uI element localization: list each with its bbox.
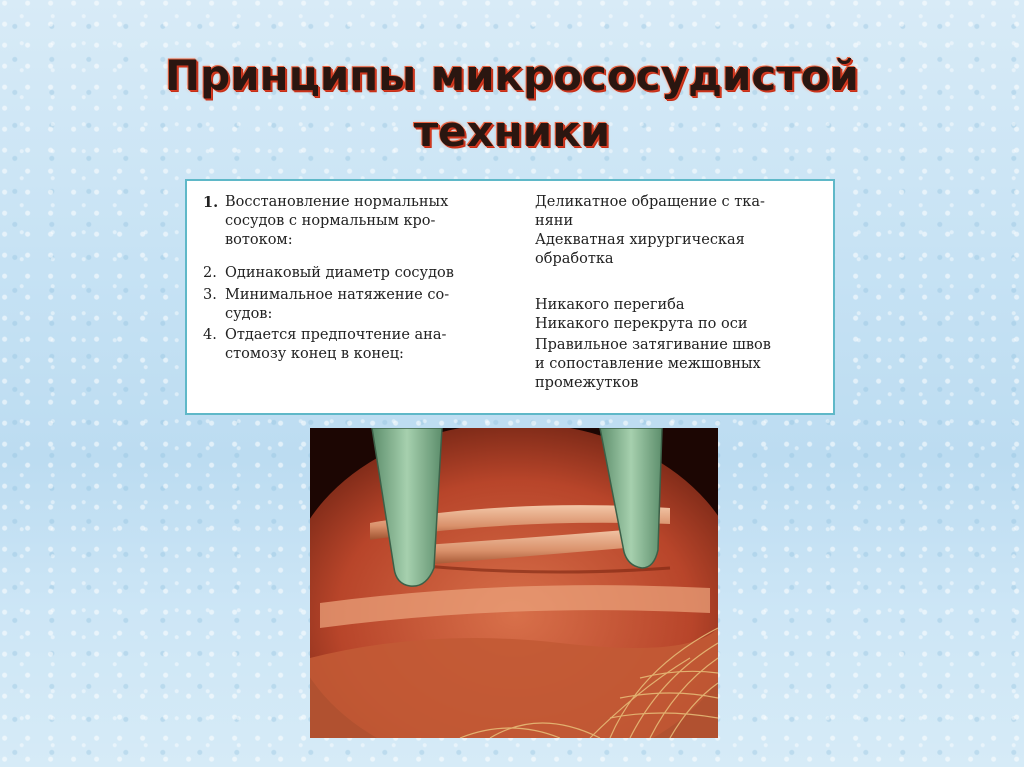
principle-3 bbox=[203, 286, 515, 324]
microsurgery-photo bbox=[310, 428, 718, 738]
principles-table bbox=[185, 179, 835, 415]
condition-group-3 bbox=[535, 296, 817, 334]
principle-text-line: вотоком: bbox=[225, 232, 293, 248]
condition-text-line: няни bbox=[535, 213, 574, 229]
title-line-1: Принципы микрососудистой bbox=[165, 51, 859, 100]
principle-text-line: сосудов с нормальным кро- bbox=[225, 213, 436, 229]
principle-text-line: Отдается предпочтение ана- bbox=[225, 327, 447, 343]
condition-text-line: и сопоставление межшовных bbox=[535, 356, 761, 372]
condition-text-line: Никакого перегиба bbox=[535, 297, 685, 313]
condition-group-1 bbox=[535, 193, 817, 269]
table-left-column bbox=[203, 193, 515, 371]
condition-text-line: обработка bbox=[535, 251, 614, 267]
condition-group-4 bbox=[535, 336, 817, 393]
principle-text-line: стомозу конец в конец: bbox=[225, 346, 404, 362]
condition-text-line: Никакого перекрута по оси bbox=[535, 316, 748, 332]
principle-text-line: Восстановление нормальных bbox=[225, 194, 449, 210]
condition-text-line: Правильное затягивание швов bbox=[535, 337, 771, 353]
title-line-2: техники bbox=[413, 107, 611, 156]
principle-number: 2. bbox=[203, 265, 217, 281]
principle-1 bbox=[203, 193, 515, 250]
slide-title bbox=[0, 48, 1024, 160]
principle-4 bbox=[203, 326, 515, 364]
principle-text-line: Минимальное натяжение со- bbox=[225, 287, 450, 303]
principle-number: 3. bbox=[203, 287, 217, 303]
condition-text-line: Адекватная хирургическая bbox=[535, 232, 745, 248]
principle-text-line: судов: bbox=[225, 306, 273, 322]
principle-number: 4. bbox=[203, 327, 217, 343]
principle-text-line: Одинаковый диаметр сосудов bbox=[225, 265, 454, 281]
condition-text-line: промежутков bbox=[535, 375, 639, 391]
principle-number: 1. bbox=[203, 194, 219, 211]
table-right-column bbox=[535, 193, 817, 393]
microsurgery-illustration bbox=[310, 428, 718, 738]
principle-2 bbox=[203, 264, 515, 283]
condition-text-line: Деликатное обращение с тка- bbox=[535, 194, 765, 210]
